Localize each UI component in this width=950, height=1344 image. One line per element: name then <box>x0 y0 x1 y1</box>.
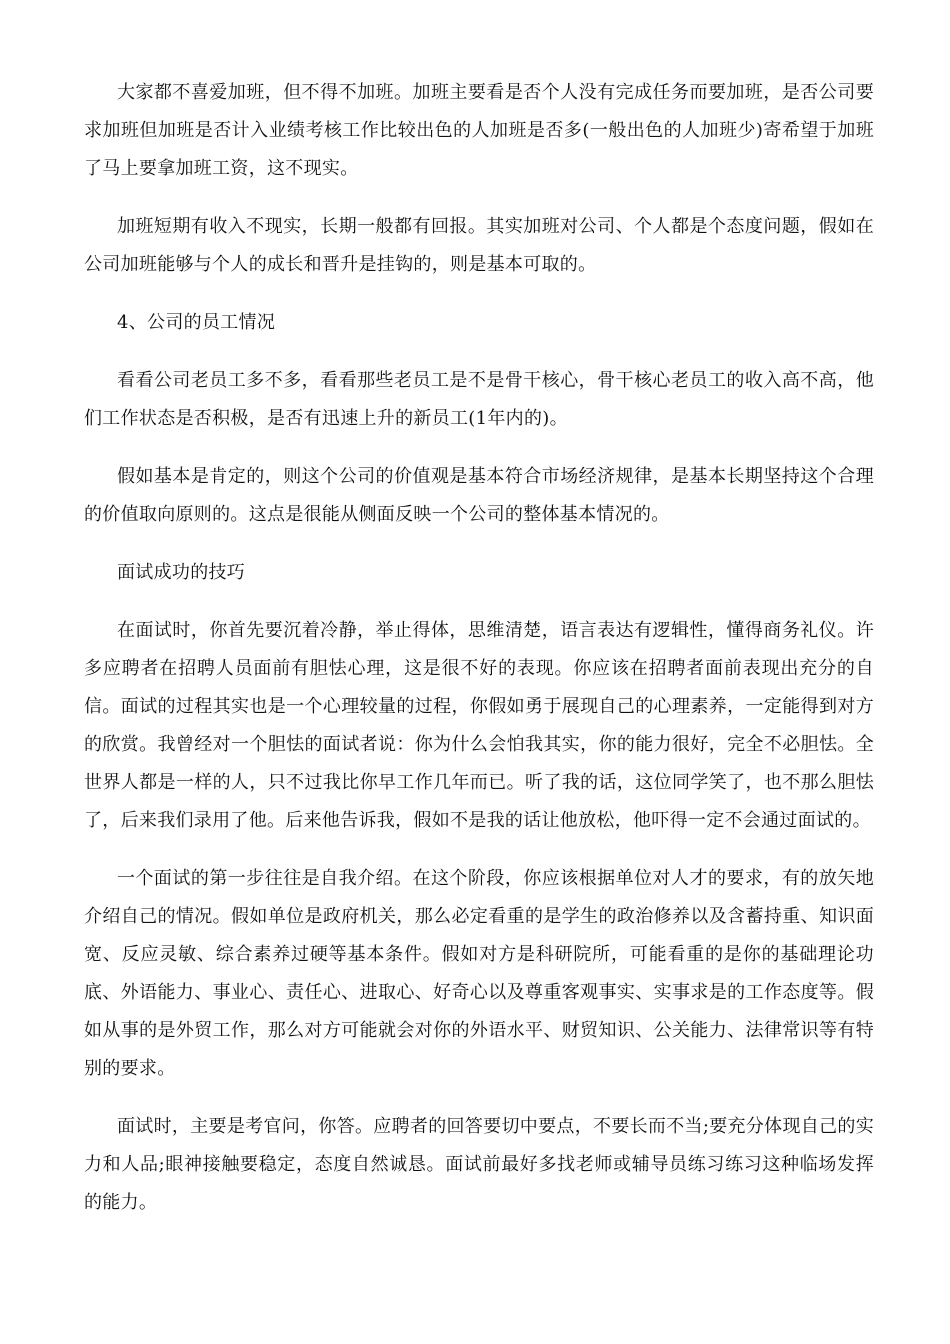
paragraph-self-introduction: 一个面试的第一步往往是自我介绍。在这个阶段，你应该根据单位对人才的要求，有的放矢地介绍自己的情况。假如单位是政府机关，那么必定看重的是学生的政治修养以及含蓄持重、知识面宽、反应灵敏、综合素养过硬等基本条件。假如对方是科研院所，可能看重的是你的基础理论功底、外语能力、事业心、责任心、进取心、好奇心以及尊重客观事实、实事求是的工作态度等。假如从事的是外贸工作，那么对方可能就会对你的外语水平、财贸知识、公关能力、法律常识等有特别的要求。 <box>84 868 874 1079</box>
section-heading-staff: 4、公司的员工情况 <box>117 312 276 333</box>
paragraph-overtime-return: 加班短期有收入不现实，长期一般都有回报。其实加班对公司、个人都是个态度问题，假如在公司加班能够与个人的成长和晋升是挂钩的，则是基本可取的。 <box>84 216 874 275</box>
paragraph-interview-composure: 在面试时，你首先要沉着冷静，举止得体，思维清楚，语言表达有逻辑性，懂得商务礼仪。许多应聘者在招聘人员面前有胆怯心理，这是很不好的表现。你应该在招聘者面前表现出充分的自信。面试的过程其实也是一个心理较量的过程，你假如勇于展现自己的心理素养，一定能得到对方的欣赏。我曾经对一个胆怯的面试者说：你为什么会怕我其实，你的能力很好，完全不必胆怯。全世界人都是一样的人，只不过我比你早工作几年而已。听了我的话，这位同学笑了，也不那么胆怯了，后来我们录用了他。后来他告诉我，假如不是我的话让他放松，他吓得一定不会通过面试的。 <box>84 620 874 831</box>
paragraph-overtime: 大家都不喜爱加班，但不得不加班。加班主要看是否个人没有完成任务而要加班，是否公司要求加班但加班是否计入业绩考核工作比较出色的人加班是否多(一般出色的人加班少)寄希望于加班了马上要拿加班工资，这不现实。 <box>84 82 874 179</box>
section-heading-interview-tips: 面试成功的技巧 <box>117 562 246 583</box>
paragraph-answering: 面试时，主要是考官问，你答。应聘者的回答要切中要点，不要长而不当;要充分体现自己的实力和人品;眼神接触要稳定，态度自然诚恳。面试前最好多找老师或辅导员练习练习这种临场发挥的能力。 <box>84 1116 874 1213</box>
paragraph-senior-staff: 看看公司老员工多不多，看看那些老员工是不是骨干核心，骨干核心老员工的收入高不高，他们工作状态是否积极，是否有迅速上升的新员工(1年内的)。 <box>84 370 874 429</box>
paragraph-company-values: 假如基本是肯定的，则这个公司的价值观是基本符合市场经济规律，是基本长期坚持这个合理的价值取向原则的。这点是很能从侧面反映一个公司的整体基本情况的。 <box>84 466 874 525</box>
document-body <box>84 74 874 1242</box>
